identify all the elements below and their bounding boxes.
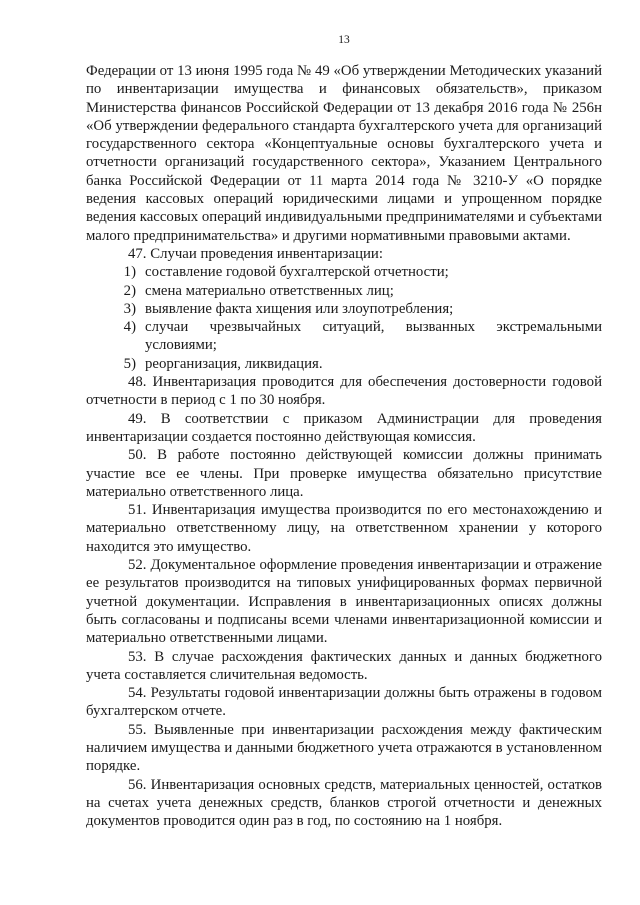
paragraph-50: 50. В работе постоянно действующей комиссии должны принимать участие все ее члены. При проверке имущества обязательно присутствие материально ответственного лица. xyxy=(86,447,602,500)
paragraph-55: 55. Выявленные при инвентаризации расхождения между фактическим наличием имущества и данными бюджетного учета отражаются в установленном порядке. xyxy=(86,721,602,775)
paragraph-48: 48. Инвентаризация проводится для обеспечения достоверности годовой отчетности в период с 1 по 30 ноября. xyxy=(86,374,602,409)
document-page xyxy=(86,0,602,905)
list-item-text: случаи чрезвычайных ситуаций, вызванных экстремальными условиями; xyxy=(145,319,602,354)
list-item-text: смена материально ответственных лиц; xyxy=(145,282,394,299)
list-item-text: реорганизация, ликвидация. xyxy=(145,355,323,372)
paragraph-54: 54. Результаты годовой инвентаризации должны быть отражены в годовом бухгалтерском отчете. xyxy=(86,685,602,720)
list-item xyxy=(86,318,602,355)
document-body xyxy=(86,62,602,830)
intro-paragraph: Федерации от 13 июня 1995 года № 49 «Об утверждении Методических указаний по инвентаризации имущества и финансовых обязательств», приказом Министерства финансов Российской Федерации от 13 декабря 2016 года № 256н «Об утверждении федерального стандарта бухгалтерского учета для организаций государственного сектора «Концептуальные основы бухгалтерского учета и отчетности организаций государственного сектора», Указанием Центрального банка Российской Федерации от 11 марта 2014 года № 3210-У «О порядке ведения кассовых операций юридическими лицами и упрощенном порядке ведения кассовых операций индивидуальными предпринимателями и субъектами малого предпринимательства» и другими нормативными правовыми актами. xyxy=(86,63,602,244)
list-item-number: 2) xyxy=(123,282,136,299)
paragraph-52: 52. Документальное оформление проведения инвентаризации и отражение ее результатов производится на типовых унифицированных формах первичной учетной документации. Исправления в инвентаризационных описях должны быть согласованы и подписаны всеми членами инвентаризационной комиссии и материально ответственными лицами. xyxy=(86,557,602,647)
page-number: 13 xyxy=(338,34,350,46)
section-47-heading: 47. Случаи проведения инвентаризации: xyxy=(128,245,383,262)
list-item-number: 5) xyxy=(123,355,136,372)
list-item-number: 4) xyxy=(123,319,136,336)
list-item-number: 1) xyxy=(123,264,136,281)
section-47-list xyxy=(86,263,602,373)
list-item xyxy=(86,355,602,373)
list-item-text: составление годовой бухгалтерской отчетности; xyxy=(145,264,449,281)
list-item xyxy=(86,300,602,318)
paragraph-53: 53. В случае расхождения фактических данных и данных бюджетного учета составляется сличительная ведомость. xyxy=(86,648,602,683)
list-item xyxy=(86,282,602,300)
paragraph-49: 49. В соответствии с приказом Администрации для проведения инвентаризации создается постоянно действующая комиссия. xyxy=(86,410,602,445)
list-item-text: выявление факта хищения или злоупотребления; xyxy=(145,300,454,317)
list-item xyxy=(86,263,602,281)
list-item-number: 3) xyxy=(123,300,136,317)
paragraph-51: 51. Инвентаризация имущества производится по его местонахождению и материально ответственному лицу, на ответственном хранении у которого находится это имущество. xyxy=(86,502,602,555)
paragraph-56: 56. Инвентаризация основных средств, материальных ценностей, остатков на счетах учета денежных средств, бланков строгой отчетности и денежных документов проводится один раз в год, по состоянию на 1 ноября. xyxy=(86,776,602,830)
